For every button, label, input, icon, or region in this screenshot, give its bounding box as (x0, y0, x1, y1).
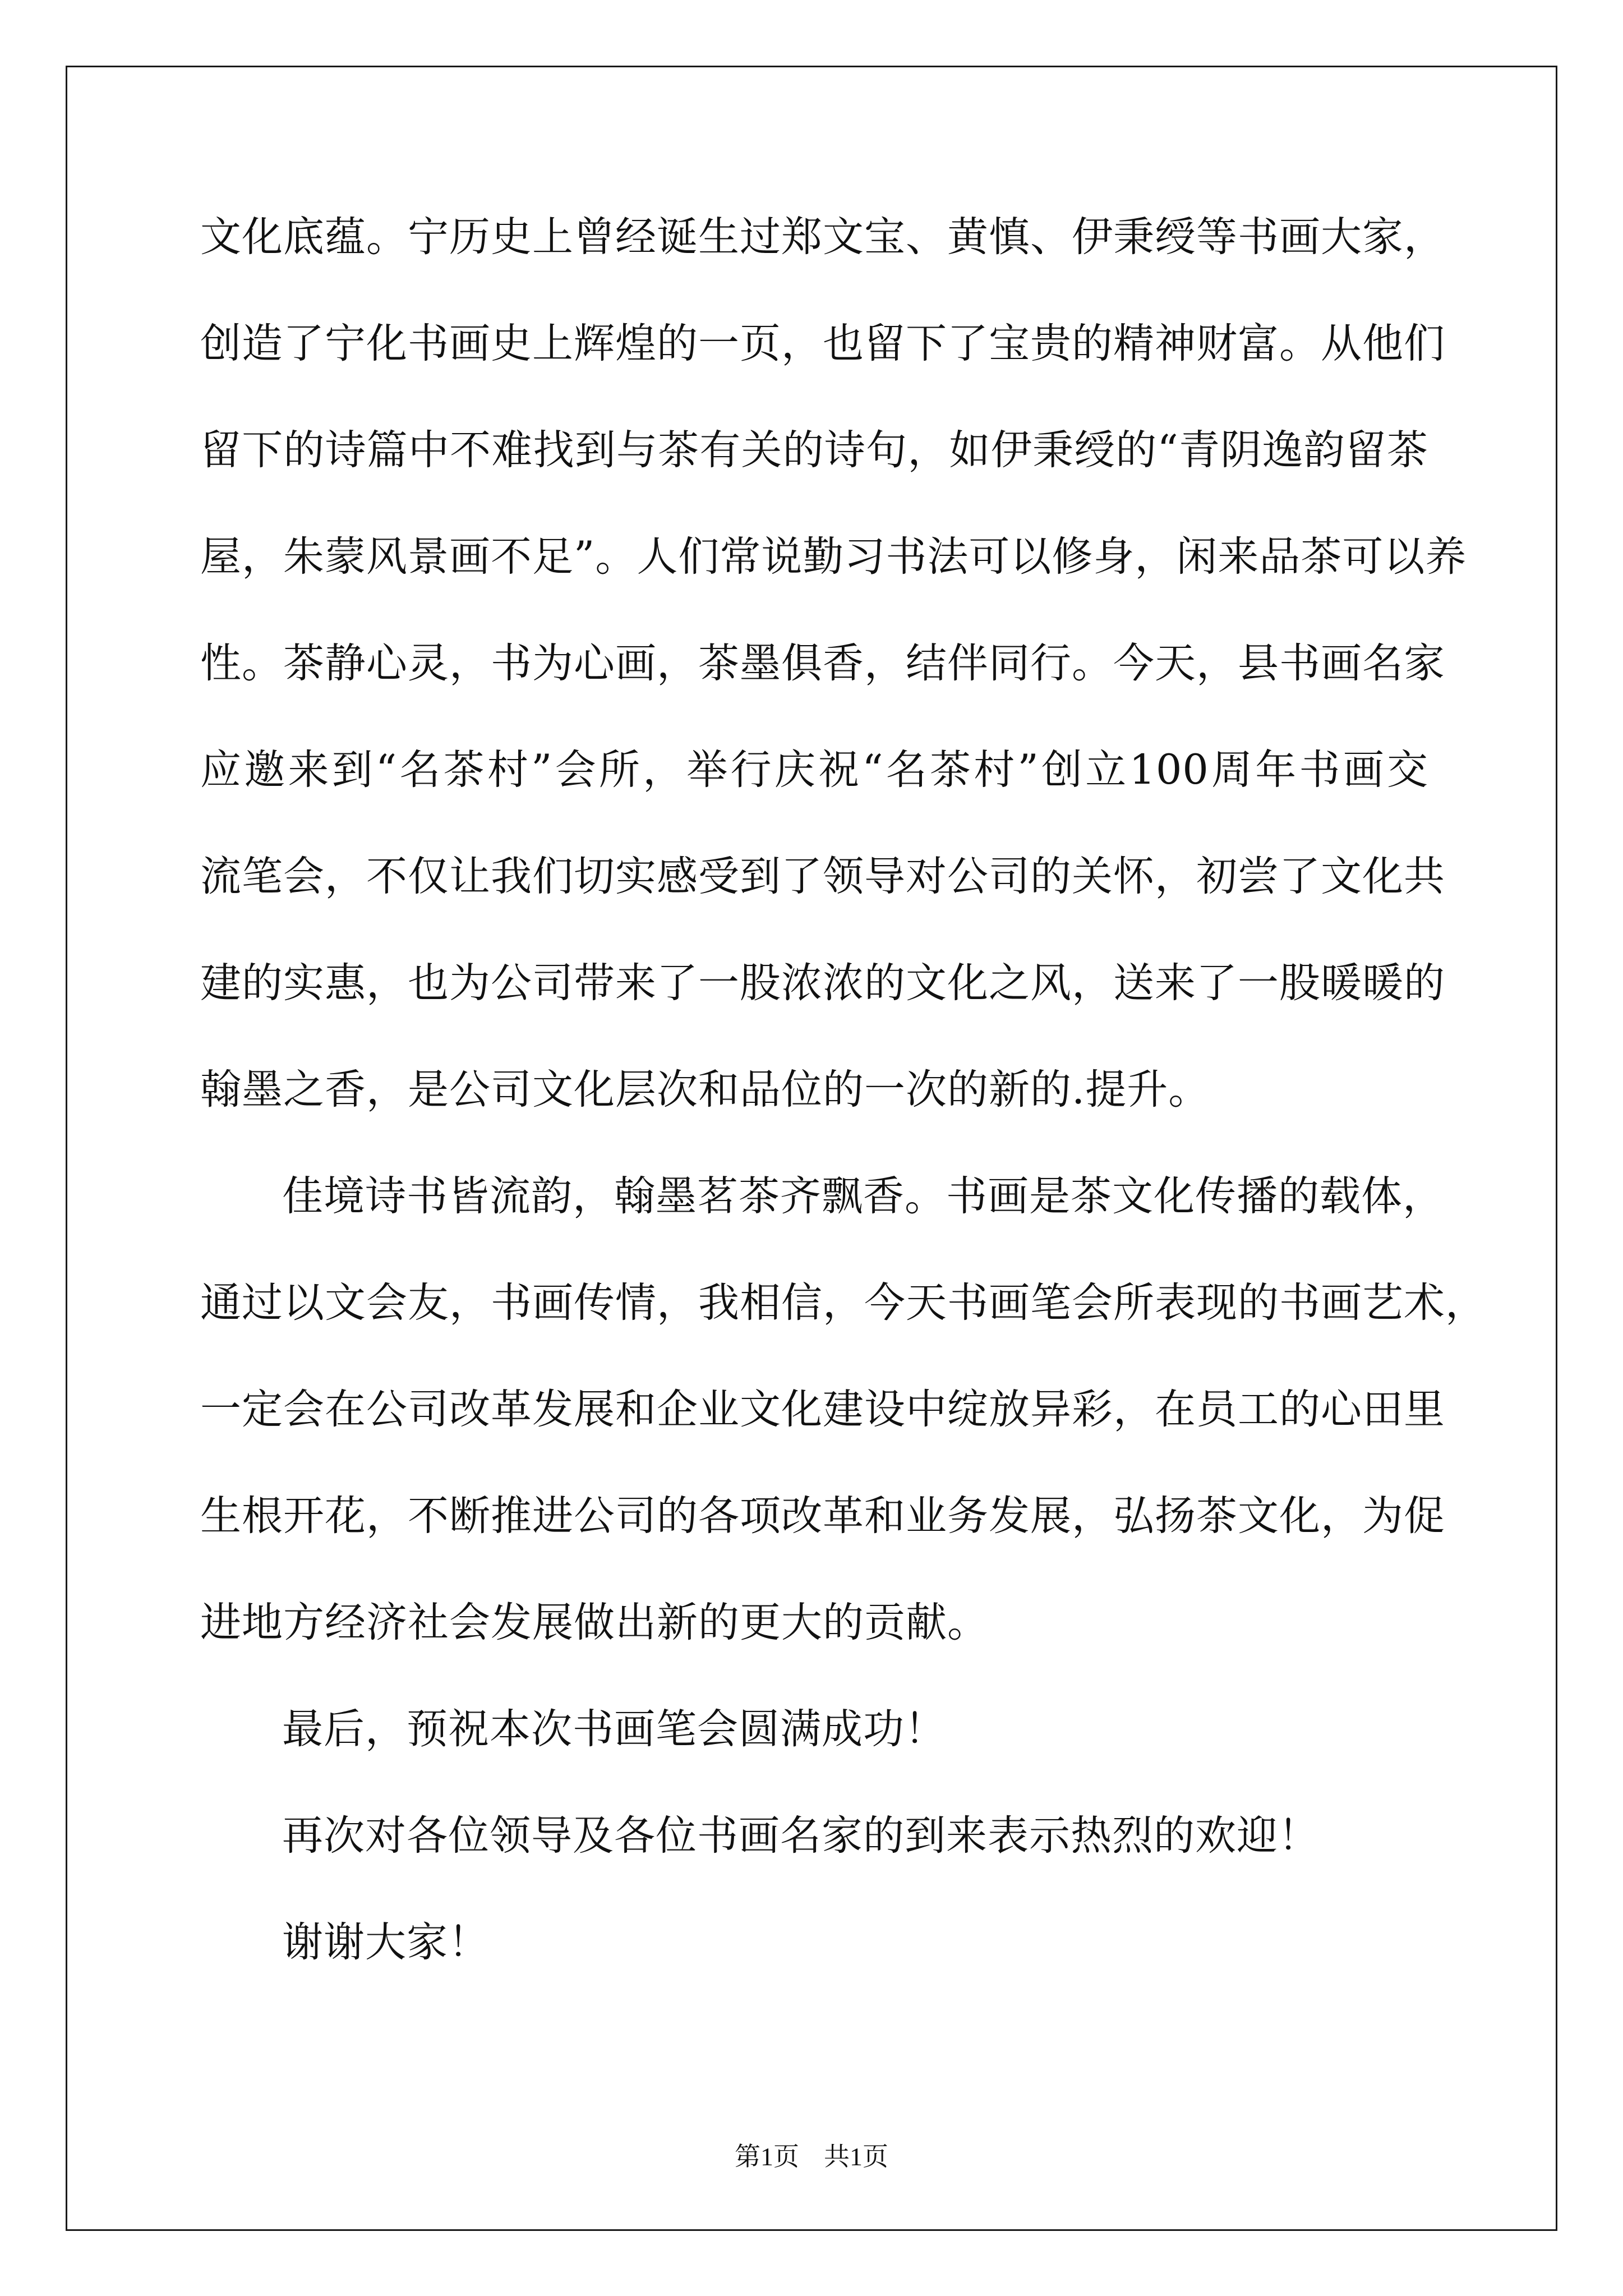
body-text-line: 屋，朱蒙风景画不足”。人们常说勤习书法可以修身，闲来品茶可以养 (200, 533, 1467, 581)
body-text-line: 文化底蕴。宁历史上曾经诞生过郑文宝、黄慎、伊秉绶等书画大家， (200, 213, 1445, 261)
paragraph-first-line: 最后，预祝本次书画笔会圆满成功！ (282, 1705, 946, 1753)
body-text-line: 性。茶静心灵，书为心画，茶墨俱香，结伴同行。今天，县书画名家 (200, 639, 1445, 687)
document-body (200, 210, 1487, 2022)
body-text-line: 生根开花，不断推进公司的各项改革和业务发展，弘扬茶文化，为促 (200, 1492, 1445, 1540)
body-text-line: 翰墨之香，是公司文化层次和品位的一次的新的.提升。 (200, 1066, 1210, 1114)
body-text-line: 建的实惠，也为公司带来了一股浓浓的文化之风，送来了一股暖暖的 (200, 959, 1445, 1007)
body-text-line: 进地方经济社会发展做出新的更大的贡献。 (200, 1599, 989, 1646)
body-text-line: 创造了宁化书画史上辉煌的一页，也留下了宝贵的精神财富。从他们 (200, 320, 1445, 367)
page-footer (0, 2140, 1623, 2174)
paragraph-first-line: 谢谢大家！ (282, 1918, 490, 1966)
body-text-line: 流笔会，不仅让我们切实感受到了领导对公司的关怀，初尝了文化共 (200, 853, 1445, 900)
body-text-line: 一定会在公司改革发展和企业文化建设中绽放异彩，在员工的心田里 (200, 1386, 1445, 1433)
page-number-current: 第1页 (735, 2142, 799, 2171)
page-number-total: 共1页 (824, 2142, 888, 2171)
body-text-line: 应邀来到“名茶村”会所，举行庆祝“名茶村”创立100周年书画交 (200, 746, 1428, 794)
body-text-line: 留下的诗篇中不难找到与茶有关的诗句，如伊秉绶的“青阴逸韵留茶 (200, 426, 1428, 474)
body-text-line: 通过以文会友，书画传情，我相信，今天书画笔会所表现的书画艺术， (200, 1279, 1487, 1327)
paragraph-first-line: 佳境诗书皆流韵，翰墨茗茶齐飘香。书画是茶文化传播的载体， (282, 1172, 1444, 1220)
paragraph-first-line: 再次对各位领导及各位书画名家的到来表示热烈的欢迎！ (282, 1812, 1320, 1860)
